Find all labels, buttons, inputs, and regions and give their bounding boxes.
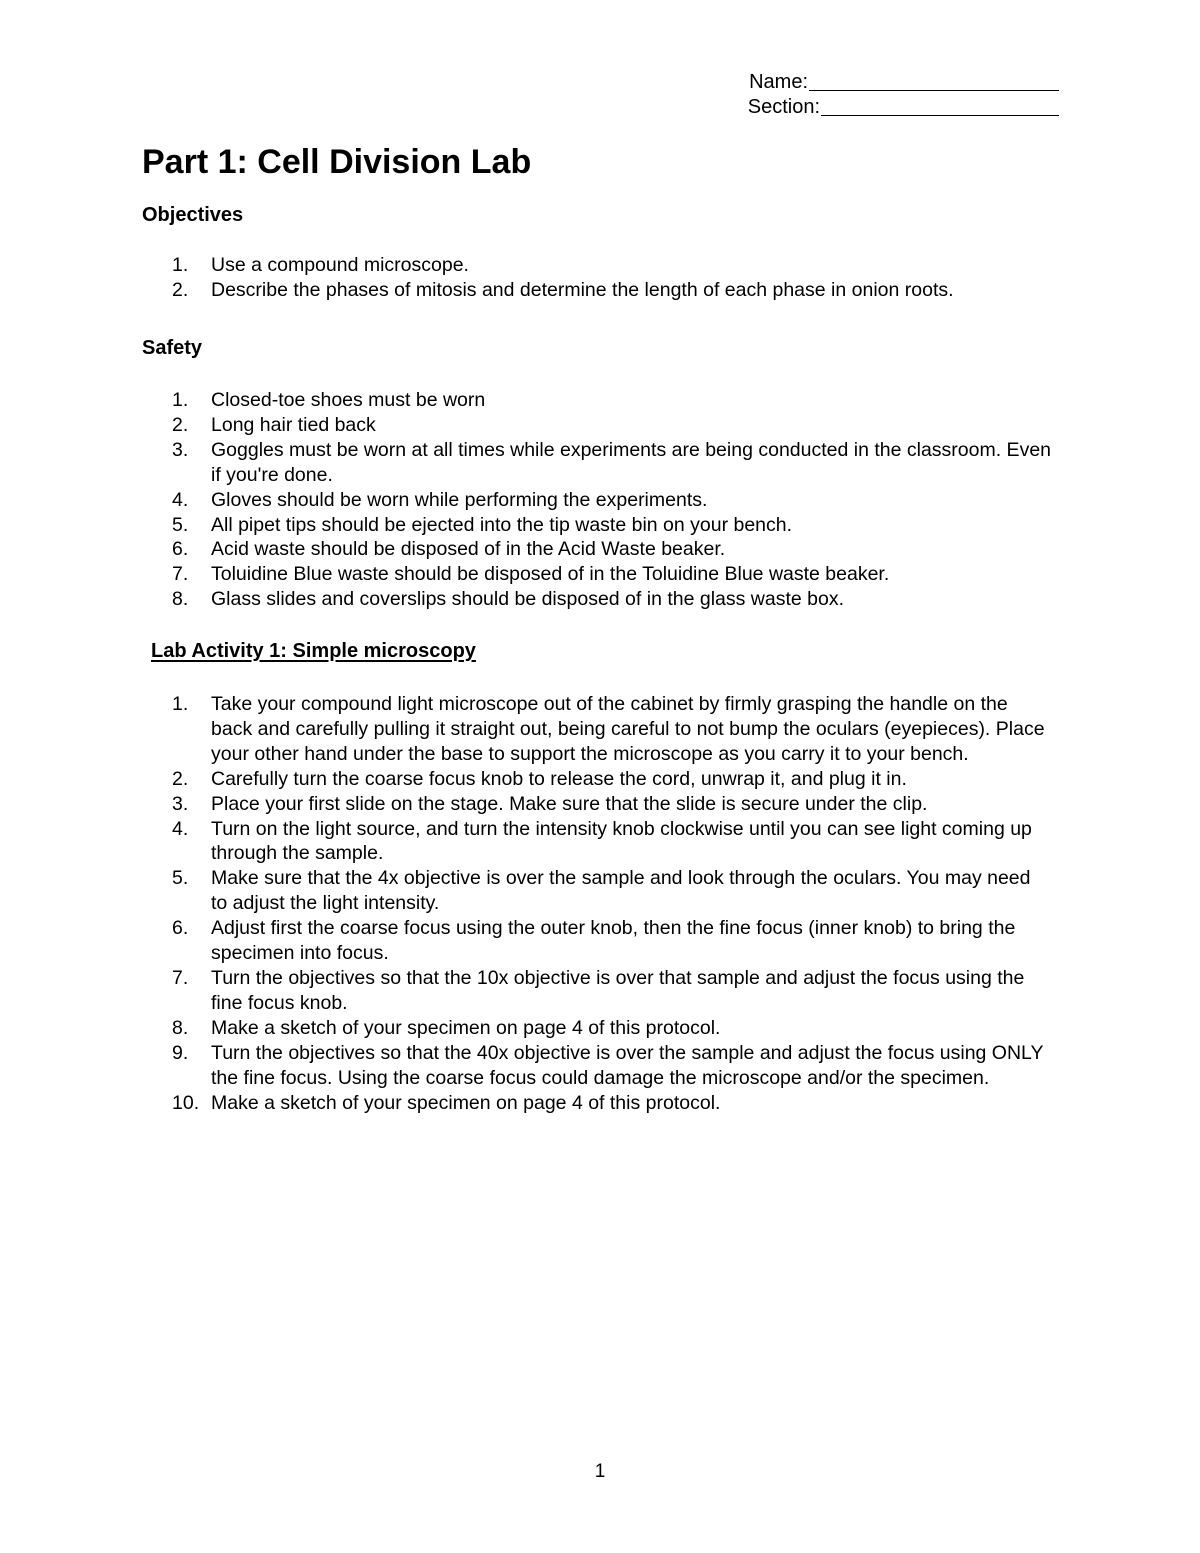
item-text: Long hair tied back [211,413,376,436]
list-item [172,488,1052,513]
item-text: Toluidine Blue waste should be disposed of in the Toluidine Blue waste beaker. [211,563,890,586]
list-item [172,767,1052,792]
item-number: 1. [172,254,189,276]
page-title: Part 1: Cell Division Lab [142,143,532,181]
item-number: 5. [172,513,189,536]
list-item [172,1016,1052,1041]
item-number: 4. [172,488,189,511]
item-number: 2. [172,278,189,301]
safety-list [172,388,1052,612]
item-number: 6. [172,917,189,940]
item-number: 2. [172,413,189,436]
list-item [172,792,1052,817]
objectives-heading: Objectives [142,204,244,226]
item-number: 9. [172,1041,189,1064]
item-text: Turn on the light source, and turn the intensity knob clockwise until you can see light coming up through the sample. [211,817,1032,865]
item-text: Acid waste should be disposed of in the Acid Waste beaker. [211,538,726,561]
name-blank-line[interactable] [809,70,1059,91]
item-number: 7. [172,563,189,586]
list-item [172,278,1052,303]
list-item [172,413,1052,438]
item-text: Carefully turn the coarse focus knob to release the cord, unwrap it, and plug it in. [211,767,907,790]
item-number: 6. [172,538,189,561]
list-item [172,587,1052,612]
section-blank-line[interactable] [821,95,1059,116]
safety-heading: Safety [142,337,203,359]
item-number: 3. [172,792,189,815]
list-item [172,866,1052,916]
name-label: Name: [749,71,808,93]
item-number: 1. [172,693,189,715]
item-number: 8. [172,588,189,611]
name-field[interactable] [729,70,1059,95]
list-item [172,513,1052,538]
list-item [172,537,1052,562]
item-text: Place your first slide on the stage. Make sure that the slide is secure under the clip. [211,792,928,815]
item-text: All pipet tips should be ejected into the tip waste bin on your bench. [211,513,793,536]
item-number: 8. [172,1016,189,1039]
list-item [172,692,1052,767]
item-text: Describe the phases of mitosis and determine the length of each phase in onion roots. [211,278,954,301]
item-text: Make sure that the 4x objective is over the sample and look through the oculars. You may need to adjust the light intensity. [211,867,1031,915]
header-fields [729,70,1059,120]
list-item [172,916,1052,966]
item-number: 7. [172,966,189,989]
item-text: Make a sketch of your specimen on page 4 of this protocol. [211,1016,721,1039]
section-label: Section: [747,96,820,118]
lab-activity-heading: Lab Activity 1: Simple microscopy [151,640,476,662]
item-text: Closed-toe shoes must be worn [211,389,486,411]
item-text: Make a sketch of your specimen on page 4 of this protocol. [211,1091,721,1114]
item-number: 3. [172,438,189,461]
list-item [172,1091,1052,1116]
item-text: Turn the objectives so that the 40x objective is over the sample and adjust the focus using ONLY the fine focus. Using the coarse focus could damage the microscope and/or the specimen. [211,1041,1044,1089]
item-text: Goggles must be worn at all times while experiments are being conducted in the classroom. Even if you're done. [211,438,1052,486]
list-item [172,438,1052,488]
list-item [172,817,1052,867]
item-text: Turn the objectives so that the 10x objective is over that sample and adjust the focus using the fine focus knob. [211,966,1025,1014]
item-text: Use a compound microscope. [211,254,469,276]
item-text: Glass slides and coverslips should be disposed of in the glass waste box. [211,588,845,611]
item-number: 2. [172,767,189,790]
page-number: 1 [594,1461,606,1482]
item-number: 1. [172,389,189,411]
list-item [172,966,1052,1016]
item-text: Gloves should be worn while performing the experiments. [211,488,708,511]
item-number: 5. [172,867,189,890]
list-item [172,1041,1052,1091]
list-item [172,388,1052,413]
list-item [172,253,1052,278]
item-text: Take your compound light microscope out of the cabinet by firmly grasping the handle on the back and carefully pulling it straight out, being careful to not bump the oculars (eyepieces). Place your other hand under the base to support the microscope as you carry it to your bench. [211,693,1045,765]
item-text: Adjust first the coarse focus using the outer knob, then the fine focus (inner knob) to bring the specimen into focus. [211,917,1016,965]
item-number: 4. [172,817,189,840]
list-item [172,562,1052,587]
section-field[interactable] [729,95,1059,120]
lab-activity-list [172,692,1052,1115]
item-number: 10. [172,1091,200,1114]
objectives-list [172,253,1052,303]
